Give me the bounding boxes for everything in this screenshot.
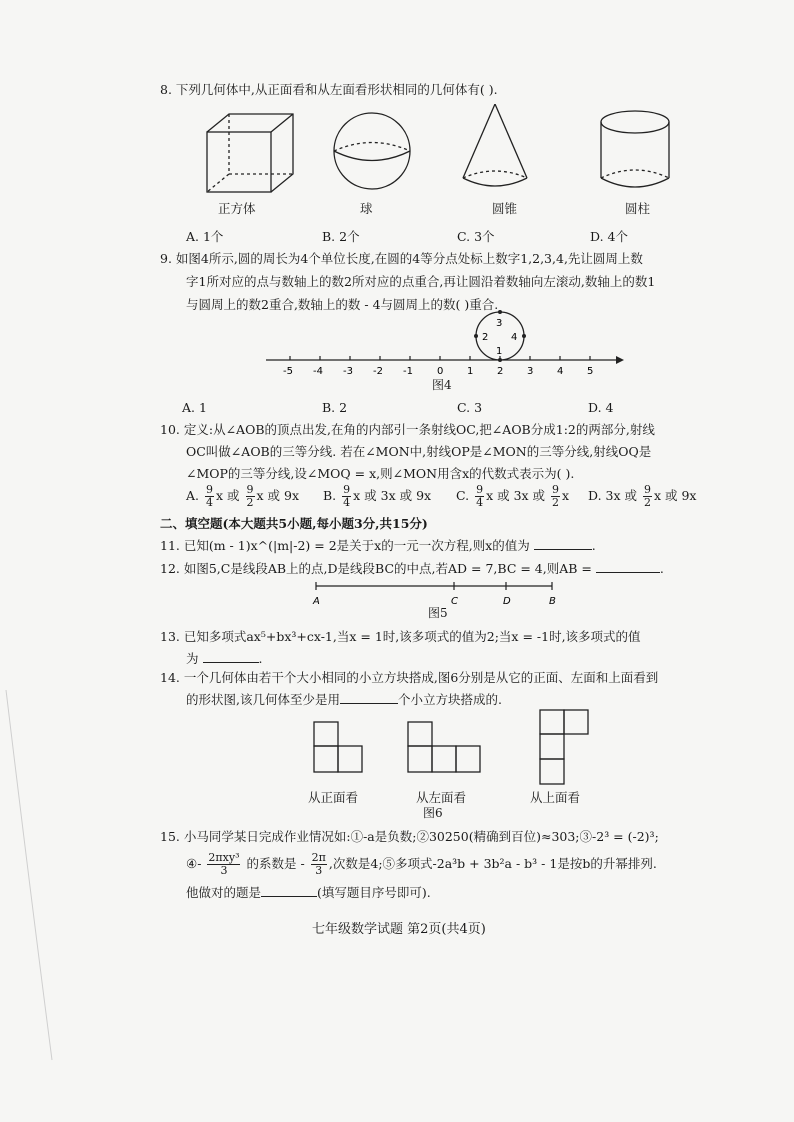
point-b: B: [549, 596, 556, 607]
q12-text: 12. 如图5,C是线段AB上的点,D是线段BC的中点,若AD = 7,BC = 4,则AB = .: [160, 561, 664, 576]
q12-answer-blank[interactable]: [596, 560, 660, 573]
circle-num-4: 4: [511, 332, 518, 343]
q9-line1: 9. 如图4所示,圆的周长为4个单位长度,在圆的4等分点处标上数字1,2,3,4,先让圆周上数: [160, 251, 643, 266]
section-2-heading: 二、填空题(本大题共5小题,每小题3分,共15分): [160, 516, 428, 531]
figure-4-caption: 图4: [432, 378, 452, 392]
cube-shape: [207, 114, 293, 192]
circle-num-2: 2: [482, 332, 489, 343]
figure-6-caption: 图6: [423, 806, 443, 820]
q8-stem: 8. 下列几何体中,从正面看和从左面看形状相同的几何体有( ).: [160, 82, 498, 97]
q13-line2: 为 .: [186, 651, 263, 666]
q10-line2: OC叫做∠AOB的三等分线. 若在∠MON中,射线OP是∠MON的三等分线,射线OQ是: [186, 444, 652, 459]
q9-option-a: A. 1: [182, 400, 207, 415]
axis-tick-label: -1: [403, 366, 413, 377]
q11-answer-blank[interactable]: [534, 537, 592, 550]
q14-line2: 的形状图,该几何体至少是用 个小立方块搭成的.: [186, 692, 502, 707]
q13-answer-blank[interactable]: [203, 650, 259, 663]
label-cylinder: 圆柱: [625, 201, 651, 216]
q13-line1: 13. 已知多项式ax⁵+bx³+cx-1,当x = 1时,该多项式的值为2;当x = -1时,该多项式的值: [160, 629, 641, 644]
axis-tick-label: -2: [373, 366, 383, 377]
cone-shape: [463, 104, 527, 186]
label-sphere: 球: [360, 201, 373, 216]
page-footer: 七年级数学试题 第2页(共4页): [312, 922, 486, 937]
q8-solids-figure: [195, 104, 695, 204]
q10-option-c: C. $\frac{9}{4}$ x 或 3x 或 $\frac{9}{2}$ x: [456, 483, 570, 509]
q11-text: 11. 已知(m - 1)x^(|m|-2) = 2是关于x的一元一次方程,则x的值为 .: [160, 538, 596, 553]
number-axis: [266, 356, 624, 377]
q14-answer-blank[interactable]: [340, 691, 398, 704]
point-a: A: [313, 596, 320, 607]
top-view-grid: [540, 710, 588, 784]
q8-option-d: D. 4个: [590, 229, 628, 244]
axis-tick-label: 2: [497, 366, 504, 377]
q9-line2: 字1所对应的点与数轴上的数2所对应的点重合,再让圆沿着数轴向左滚动,数轴上的数1: [186, 274, 656, 289]
axis-tick-label: -5: [283, 366, 293, 377]
axis-tick-label: -3: [343, 366, 353, 377]
label-cube: 正方体: [218, 201, 256, 216]
q8-option-a: A. 1个: [186, 229, 224, 244]
page-edge-mark: [0, 690, 60, 1070]
label-top-view: 从上面看: [530, 790, 581, 805]
q14-line1: 14. 一个几何体由若干个大小相同的小立方块搭成,图6分别是从它的正面、左面和上面看到: [160, 670, 659, 685]
q15-line2: ④- $\frac{\text{2πxy³}}{3}$ 的系数是 - $\frac{2\pi}{3}$ ,次数是4;⑤多项式-2a³b + 3b²a - b³ - 1是按b的升幂排列.: [186, 851, 657, 877]
figure-6-views: [300, 706, 600, 794]
q10-option-a: A. $\frac{9}{4}$ x 或 $\frac{9}{2}$ x 或 9x: [186, 483, 300, 509]
q9-option-b: B. 2: [322, 400, 348, 415]
figure-4-number-line: [260, 310, 630, 380]
circle-num-3: 3: [496, 318, 503, 329]
label-front-view: 从正面看: [308, 790, 359, 805]
left-view-grid: [408, 722, 480, 772]
q10-option-b: B. $\frac{9}{4}$ x 或 3x 或 9x: [323, 483, 432, 509]
q15-answer-blank[interactable]: [261, 884, 317, 897]
circle-num-1: 1: [496, 346, 503, 357]
axis-tick-label: 0: [437, 366, 444, 377]
axis-tick-label: 5: [587, 366, 594, 377]
q8-option-b: B. 2个: [322, 229, 360, 244]
axis-tick-label: 4: [557, 366, 564, 377]
label-cone: 圆锥: [492, 201, 518, 216]
label-left-view: 从左面看: [416, 790, 467, 805]
figure-5-caption: 图5: [428, 606, 448, 620]
q15-line3: 他做对的题是 (填写题目序号即可).: [186, 885, 431, 900]
q10-line1: 10. 定义:从∠AOB的顶点出发,在角的内部引一条射线OC,把∠AOB分成1:2的两部分,射线: [160, 422, 655, 437]
axis-arrow: [616, 356, 624, 364]
sphere-shape: [334, 113, 410, 189]
axis-tick-label: 1: [467, 366, 474, 377]
axis-tick-label: -4: [313, 366, 323, 377]
q9-line3: 与圆周上的数2重合,数轴上的数 - 4与圆周上的数( )重合.: [186, 297, 499, 312]
q8-option-c: C. 3个: [457, 229, 495, 244]
cylinder-shape: [601, 111, 669, 187]
front-view-grid: [314, 722, 362, 772]
q10-line3: ∠MOP的三等分线,设∠MOQ = x,则∠MON用含x的代数式表示为( ).: [186, 466, 575, 481]
q9-option-d: D. 4: [588, 400, 614, 415]
q15-line1: 15. 小马同学某日完成作业情况如:①-a是负数;②30250(精确到百位)≈303;③-2³ = (-2)³;: [160, 829, 659, 844]
q10-option-d: D. 3x 或 $\frac{9}{2}$ x 或 9x: [588, 483, 697, 509]
q9-option-c: C. 3: [457, 400, 483, 415]
axis-tick-label: 3: [527, 366, 534, 377]
point-d: D: [503, 596, 511, 607]
point-c: C: [451, 596, 458, 607]
